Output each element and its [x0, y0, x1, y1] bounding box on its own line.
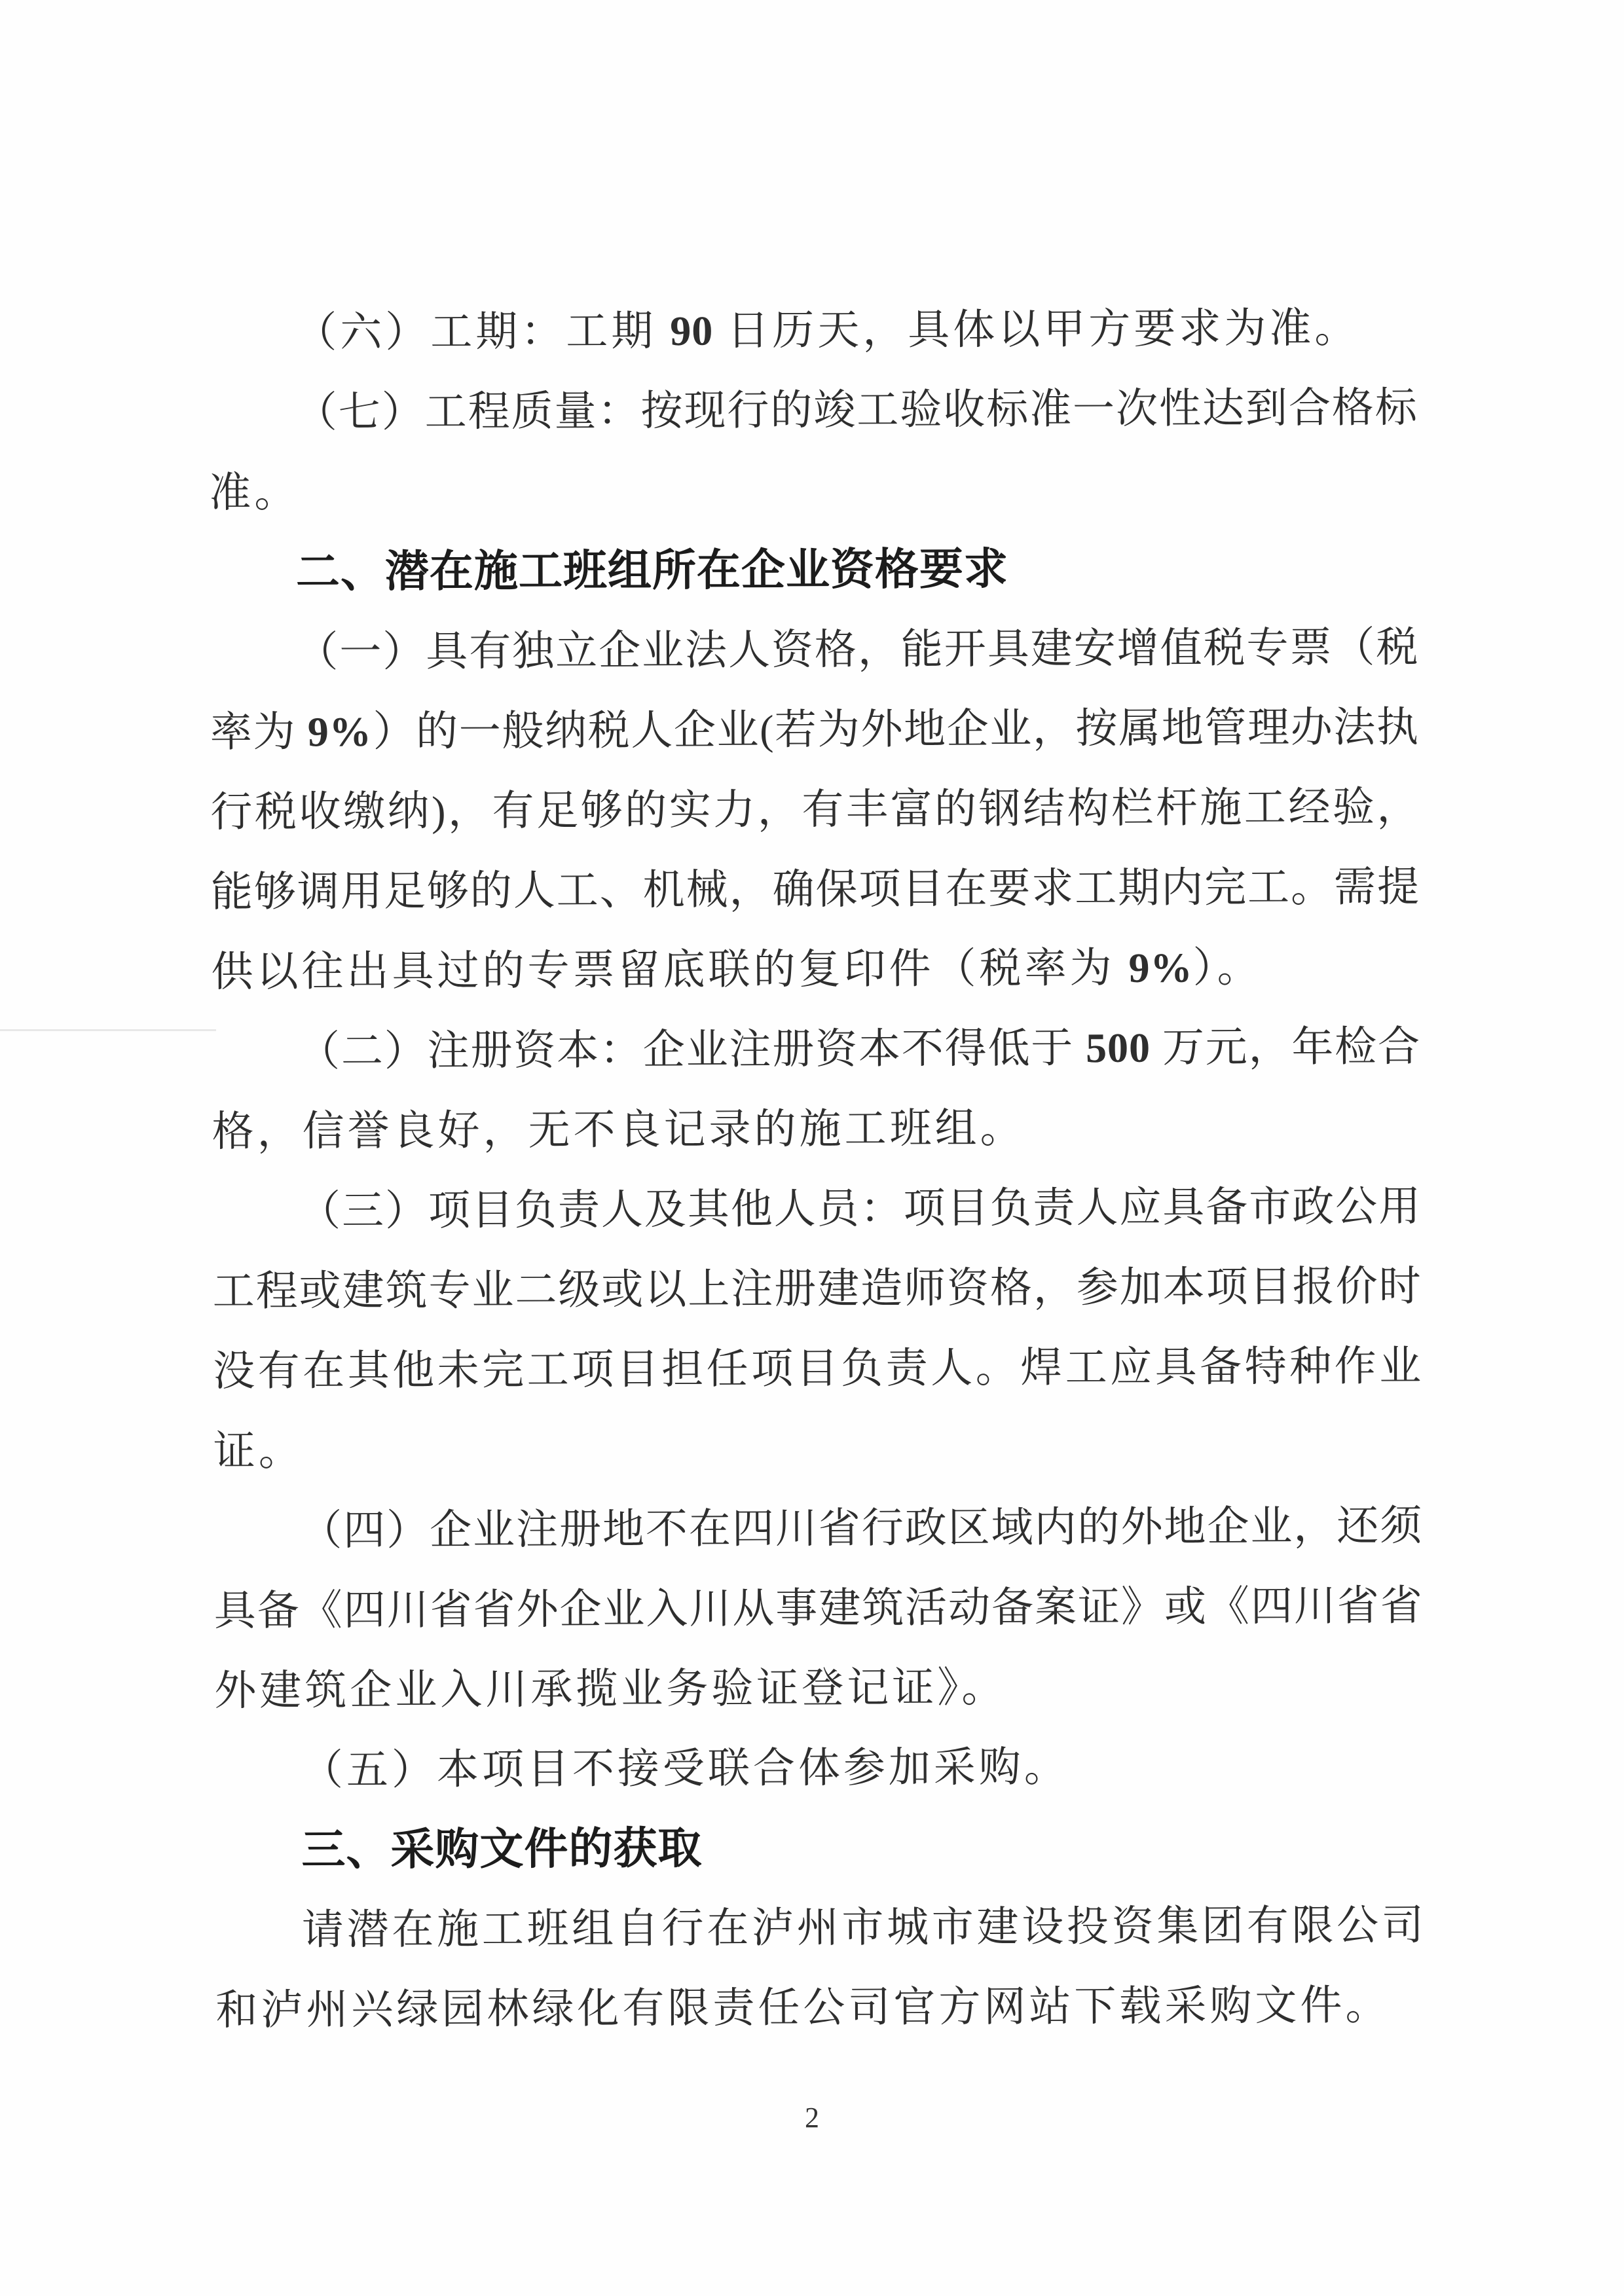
text-line: （六）工期：工期 90 日历天，具体以甲方要求为准。 — [295, 304, 1360, 356]
document-body — [208, 288, 1424, 2050]
section-heading: 三、采购文件的获取 — [301, 1823, 703, 1875]
numeral: 90 — [670, 307, 714, 354]
text-line: 外建筑企业入川承揽业务验证登记证》。 — [214, 1664, 1007, 1715]
text-line: 格，信誉良好，无不良记录的施工班组。 — [212, 1104, 1025, 1156]
text-line: （一）具有独立企业法人资格，能开具建安增值税专票（税 — [296, 623, 1418, 676]
numeral: 9% — [307, 708, 372, 756]
text-line: 率为 9%）的一般纳税人企业(若为外地企业，按属地管理办法执 — [210, 703, 1419, 756]
text-line: 具备《四川省省外企业入川从事建筑活动备案证》或《四川省省 — [213, 1582, 1422, 1635]
text-line: （四）企业注册地不在四川省行政区域内的外地企业，还须 — [300, 1502, 1422, 1554]
page-number: 2 — [805, 2102, 819, 2134]
text-line: 准。 — [209, 469, 300, 517]
text-line: 没有在其他未完工项目担任项目负责人。焊工应具备特种作业 — [213, 1342, 1422, 1395]
scan-artifact — [0, 1029, 216, 1031]
text-line: 供以往出具过的专票留底联的复印件（税率为 9%）。 — [211, 944, 1263, 996]
text-line: 证。 — [213, 1427, 304, 1475]
text-line: 请潜在施工班组自行在泸州市城市建设投资集团有限公司 — [301, 1901, 1424, 1954]
text-line: 工程或建筑专业二级或以上注册建造师资格，参加本项目报价时 — [212, 1262, 1421, 1315]
text-line: 能够调用足够的人工、机械，确保项目在要求工期内完工。需提 — [210, 863, 1420, 916]
text-line: （七）工程质量：按现行的竣工验收标准一次性达到合格标 — [295, 384, 1417, 436]
text-line: 行税收缴纳)，有足够的实力，有丰富的钢结构栏杆施工经验， — [210, 783, 1419, 836]
section-heading: 二、潜在施工班组所在企业资格要求 — [295, 544, 1009, 597]
text-line: 和泸州兴绿园林绿化有限责任公司官方网站下载采购文件。 — [215, 1982, 1391, 2033]
numeral: 9% — [1128, 944, 1193, 991]
numeral: 500 — [1085, 1024, 1151, 1072]
text-line: （三）项目负责人及其他人员：项目负责人应具备市政公用 — [298, 1182, 1421, 1235]
text-line: （五）本项目不接受联合体参加采购。 — [301, 1743, 1069, 1794]
text-line: （二）注册资本：企业注册资本不得低于 500 万元，年检合 — [297, 1023, 1420, 1075]
